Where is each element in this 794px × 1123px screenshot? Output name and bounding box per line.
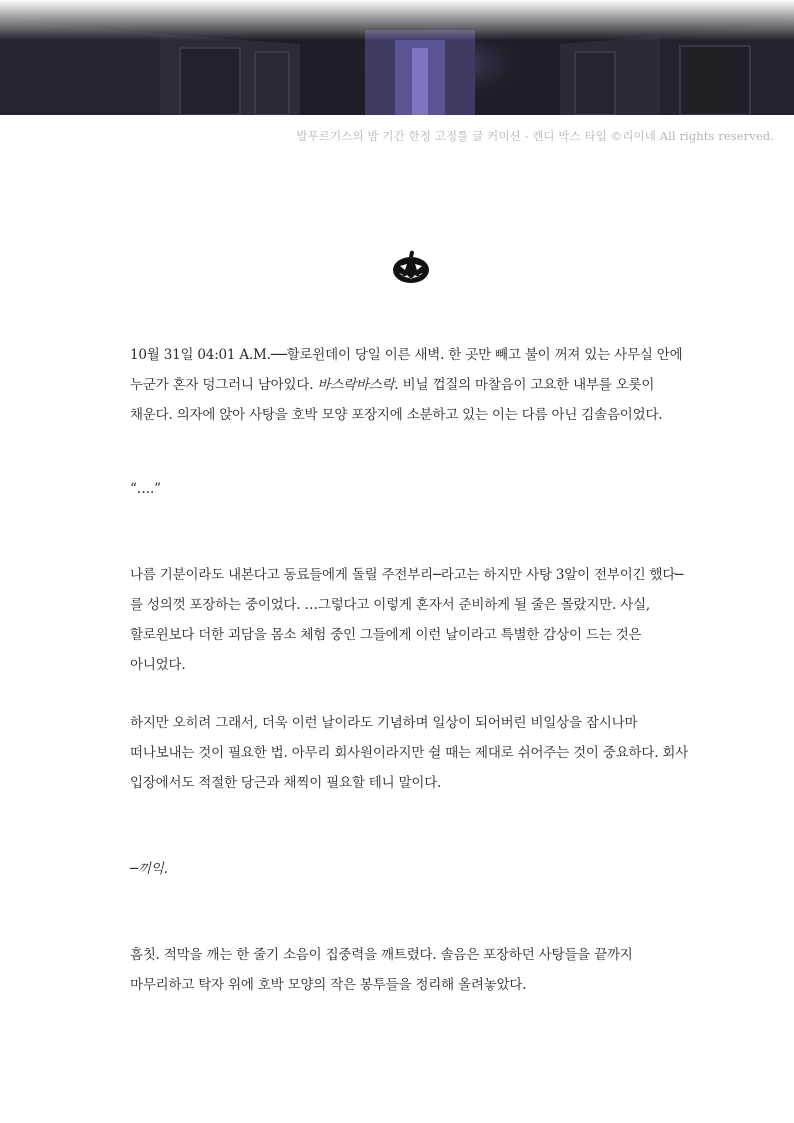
paragraph-1-text-b: 비닐 껍질의 마찰음이 고요한 내부를 오롯이 채운다. 의자에 앉아 사탕을 호박 모양 포장지에 소분하고 있는 이는 다름 아닌 김솔음이었다. xyxy=(130,377,663,423)
dialogue-line: “….” xyxy=(130,481,161,497)
copyright-caption: 발푸르기스의 밤 기간 한정 고정틀 글 커미션 - 캔디 박스 타입 ©리이네 All rights reserved. xyxy=(296,129,774,143)
paragraph-1 xyxy=(130,340,690,430)
story-body xyxy=(130,340,690,1000)
dark-corridor-banner xyxy=(0,0,794,115)
paragraph-1-text-a: 10월 31일 04:01 A.M.──할로윈데이 당일 이른 새벽. 한 곳만 빼고 불이 꺼져 있는 사무실 안에 누군가 혼자 덩그러니 남아있다. xyxy=(130,347,683,393)
paragraph-6: 흠칫. 적막을 깨는 한 줄기 소음이 집중력을 깨트렸다. 솔음은 포장하던 사탕들을 끝까지 마무리하고 탁자 위에 호박 모양의 작은 봉투들을 정리해 올려놓았다. xyxy=(130,947,633,993)
paragraph-3: 나름 기분이라도 내본다고 동료들에게 돌릴 주전부리─라고는 하지만 사탕 3알이 전부이긴 했다─를 성의껏 포장하는 중이었다. …그렇다고 이렇게 혼자서 준비하게 될 줄은 몰랐지만. 사실, 할로윈보다 더한 괴담을 몸소 체험 중인 그들에게 이런 날이라고 특별한 감상이 드는 것은 아니었다. xyxy=(130,567,684,673)
corridor-banner-image xyxy=(0,0,794,115)
jack-o-lantern-icon xyxy=(392,250,430,284)
creak-sound-text: ─끼익. xyxy=(130,861,168,877)
sound-effect-text: 바스락바스락. xyxy=(317,377,399,393)
sound-effect-line xyxy=(130,854,690,884)
paragraph-4: 하지만 오히려 그래서, 더욱 이런 날이라도 기념하며 일상이 되어버린 비일상을 잠시나마 떠나보내는 것이 필요한 법. 아무리 회사원이라지만 쉴 때는 제대로 쉬어주는 것이 중요하다. 회사 입장에서도 적절한 당근과 채찍이 필요할 테니 말이다. xyxy=(130,715,689,791)
